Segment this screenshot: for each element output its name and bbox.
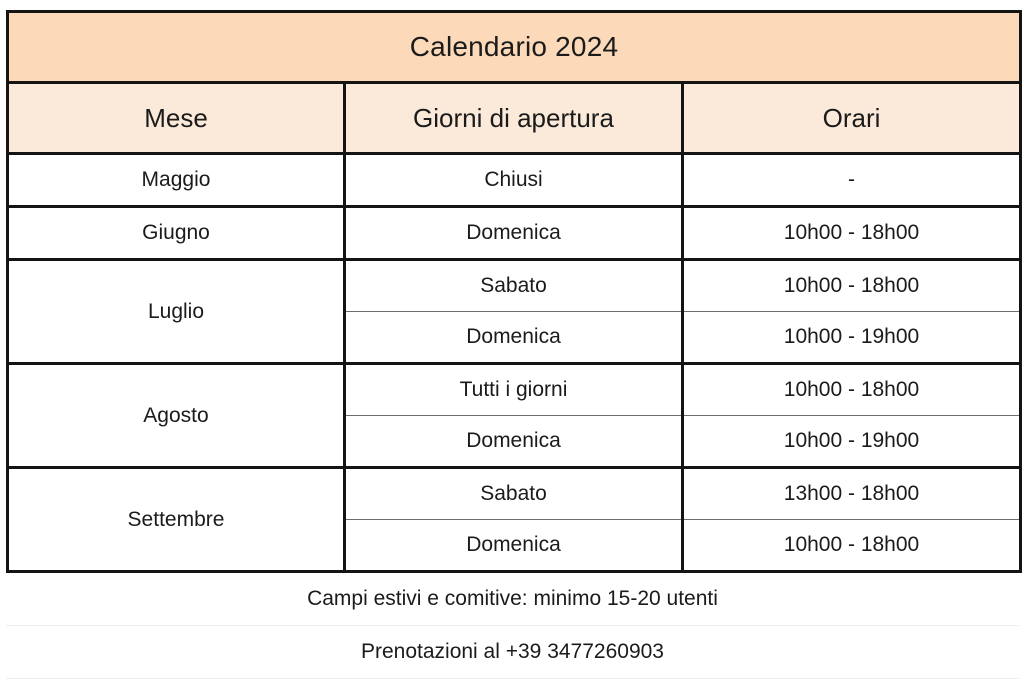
- header-hours: Orari: [683, 83, 1021, 154]
- footer-notes: [6, 573, 1019, 679]
- hours-cell: 10h00 - 18h00: [683, 260, 1021, 312]
- month-cell: Maggio: [8, 154, 345, 207]
- month-cell: Settembre: [8, 468, 345, 572]
- opening-days-cell: Sabato: [345, 260, 683, 312]
- header-opening-days: Giorni di apertura: [345, 83, 683, 154]
- opening-days-cell: Sabato: [345, 468, 683, 520]
- opening-days-cell: Domenica: [345, 312, 683, 364]
- booking-phone-note: Prenotazioni al +39 3477260903: [6, 626, 1019, 679]
- summer-camps-note: Campi estivi e comitive: minimo 15-20 utenti: [6, 573, 1019, 626]
- opening-days-cell: Tutti i giorni: [345, 364, 683, 416]
- calendar-title: Calendario 2024: [8, 12, 1021, 83]
- table-row: [8, 260, 1021, 312]
- hours-cell: 10h00 - 19h00: [683, 312, 1021, 364]
- month-cell: Luglio: [8, 260, 345, 364]
- table-row: [8, 364, 1021, 416]
- table-row: [8, 468, 1021, 520]
- opening-days-cell: Domenica: [345, 207, 683, 260]
- header-row: [8, 83, 1021, 154]
- hours-cell: -: [683, 154, 1021, 207]
- calendar-container: [6, 10, 1019, 679]
- hours-cell: 10h00 - 18h00: [683, 520, 1021, 572]
- table-row: [8, 154, 1021, 207]
- hours-cell: 10h00 - 19h00: [683, 416, 1021, 468]
- month-cell: Giugno: [8, 207, 345, 260]
- table-row: [8, 207, 1021, 260]
- calendar-table: [6, 10, 1022, 573]
- hours-cell: 10h00 - 18h00: [683, 364, 1021, 416]
- header-month: Mese: [8, 83, 345, 154]
- calendar-body: [8, 154, 1021, 572]
- month-cell: Agosto: [8, 364, 345, 468]
- opening-days-cell: Chiusi: [345, 154, 683, 207]
- hours-cell: 10h00 - 18h00: [683, 207, 1021, 260]
- hours-cell: 13h00 - 18h00: [683, 468, 1021, 520]
- opening-days-cell: Domenica: [345, 520, 683, 572]
- opening-days-cell: Domenica: [345, 416, 683, 468]
